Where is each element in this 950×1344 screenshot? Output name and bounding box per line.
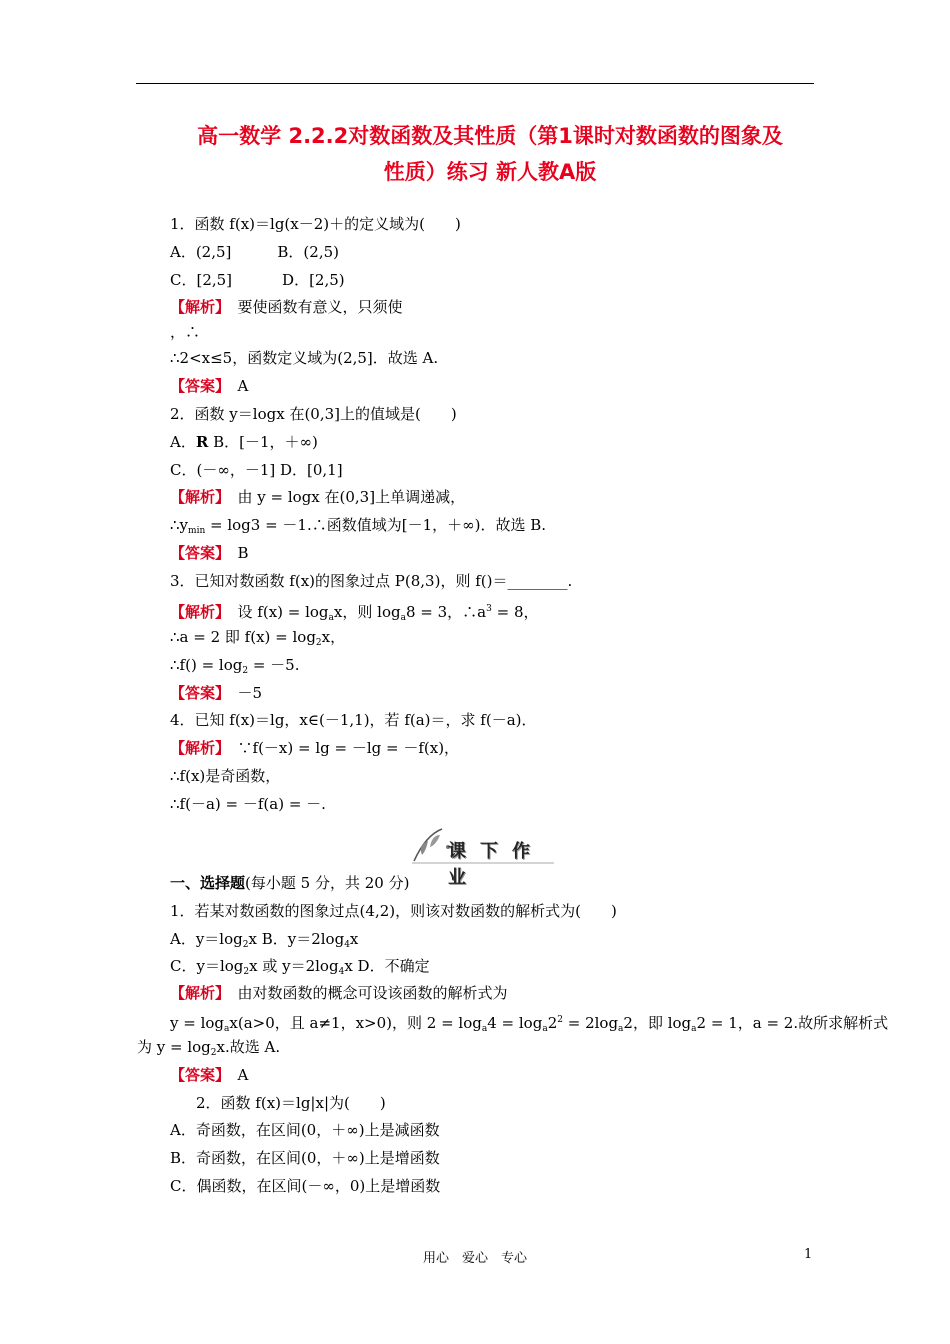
text-part: y = log: [170, 1014, 225, 1032]
q1-answer: [170, 376, 248, 396]
q1-option-b: B．(2,5): [277, 243, 339, 261]
subscript: a: [618, 1024, 624, 1034]
q1-analysis-line3: ∴2<x≤5，函数定义域为(2,5]．故选 A.: [170, 349, 439, 367]
banner-text: 课下作业: [448, 841, 544, 888]
subscript: 2: [315, 638, 322, 648]
text-part: = 2log: [562, 1014, 619, 1032]
subscript: min: [188, 526, 206, 536]
q3-stem: 3．已知对数函数 f(x)的图象过点 P(8,3)，则 f()＝________.: [170, 572, 573, 590]
text-part: x D．不确定: [344, 957, 430, 975]
s1-analysis-text: 由对数函数的概念可设该函数的解析式为: [222, 984, 508, 1002]
q1-options-cd: [170, 270, 345, 290]
text-part: 为 y = log: [137, 1038, 211, 1056]
q2-option-b: B．[－1，＋∞): [208, 433, 318, 451]
q2-answer-text: B: [222, 544, 249, 562]
section-heading-title: 一、选择题: [170, 874, 246, 892]
section-heading-note: (每小题 5 分，共 20 分): [245, 874, 410, 892]
superscript: 2: [557, 1015, 563, 1025]
q4-analysis-text: ∵f(－x) = lg = －lg = －f(x)，: [222, 739, 460, 757]
q1-answer-text: A: [222, 377, 249, 395]
section-heading: [170, 873, 409, 893]
q2-options-ab: [170, 432, 318, 452]
q4-analysis: [170, 738, 459, 758]
analysis-tag: 【解析】: [170, 488, 223, 506]
q3-analysis: [170, 599, 539, 628]
s2-option-a: A．奇函数，在区间(0，＋∞)上是减函数: [170, 1121, 440, 1139]
q2-analysis: [170, 487, 465, 507]
q4-analysis-line2: ∴f(x)是奇函数，: [170, 767, 281, 785]
s1-analysis-line3: [137, 1037, 280, 1063]
answer-tag: 【答案】: [170, 544, 223, 562]
text-part: ∴a = 2 即 f(x) = log: [170, 628, 316, 646]
q2-option-a-value: R: [195, 433, 209, 451]
subscript: 2: [243, 967, 250, 977]
q1-option-a: A．(2,5]: [170, 243, 232, 261]
text-part: x，则 log: [333, 603, 401, 621]
subscript: a: [328, 613, 334, 623]
text-part: C．y＝log: [170, 957, 244, 975]
q1-option-c: C．[2,5]: [170, 271, 233, 289]
subscript: a: [224, 1024, 230, 1034]
text-part: x.故选 A.: [216, 1038, 281, 1056]
s2-option-c: C．偶函数，在区间(－∞，0)上是增函数: [170, 1177, 441, 1195]
subscript: a: [542, 1024, 548, 1034]
text-part: = －5.: [248, 656, 300, 674]
text-part: x，: [321, 628, 346, 646]
subscript: 4: [344, 940, 350, 950]
q2-stem: 2．函数 y＝logx 在(0,3]上的值域是( ): [170, 405, 457, 423]
q2-analysis-line2: [170, 515, 546, 541]
answer-tag: 【答案】: [170, 377, 223, 395]
text-part: x 或 y＝2log: [249, 957, 339, 975]
q4-stem: 4．已知 f(x)＝lg，x∈(－1,1)，若 f(a)＝，求 f(－a)．: [170, 711, 537, 729]
s1-answer: [170, 1065, 248, 1085]
subscript: 2: [242, 666, 249, 676]
q3-answer: [170, 683, 262, 703]
text-part: 设 f(x) = log: [222, 603, 329, 621]
text-part: x(a>0，且 a≠1，x>0)，则 2 = log: [229, 1014, 482, 1032]
q3-answer-text: －5: [222, 684, 263, 702]
answer-tag: 【答案】: [170, 1066, 223, 1084]
s1-options-ab: [170, 929, 358, 955]
analysis-tag: 【解析】: [170, 298, 223, 316]
analysis-tag: 【解析】: [170, 739, 223, 757]
text-part: A．y＝log: [170, 930, 243, 948]
text-part: 8 = 3，∴a: [405, 603, 487, 621]
section-banner: [408, 825, 558, 888]
subscript: 2: [242, 940, 249, 950]
q2-answer: [170, 543, 249, 563]
q1-stem: 1．函数 f(x)＝lg(x－2)＋的定义域为( ): [170, 215, 461, 233]
page-footer: 用心 爱心 专心: [422, 1251, 527, 1266]
subscript: a: [691, 1024, 697, 1034]
subscript: a: [400, 613, 406, 623]
analysis-tag: 【解析】: [170, 984, 223, 1002]
q1-option-d: D．[2,5): [282, 271, 345, 289]
s2-option-b: B．奇函数，在区间(0，＋∞)上是增函数: [170, 1149, 440, 1167]
document-title: [150, 118, 830, 190]
text-part: 2 = 1，a = 2.故所求解析式: [696, 1014, 889, 1032]
subscript: 4: [338, 967, 345, 977]
answer-tag: 【答案】: [170, 684, 223, 702]
q1-analysis-line2: ，∴: [170, 323, 201, 341]
text-part: = log3 = －1.∴函数值域为[－1，＋∞)．故选 B.: [205, 516, 547, 534]
page-number: 1: [804, 1247, 813, 1262]
text-part: x B．y＝2log: [248, 930, 345, 948]
q2-option-a: A．: [170, 433, 196, 451]
q4-analysis-line3: ∴f(－a) = －f(a) = －.: [170, 795, 326, 813]
superscript: 3: [486, 604, 492, 614]
subscript: 2: [210, 1048, 217, 1058]
title-line-2: 性质）练习 新人教A版: [383, 160, 597, 184]
s1-stem: 1．若某对数函数的图象过点(4,2)，则该对数函数的解析式为( ): [170, 902, 617, 920]
q1-options-ab: [170, 242, 339, 262]
header-rule: [136, 83, 814, 84]
q3-analysis-line2: [170, 627, 345, 653]
q1-analysis: [170, 297, 403, 317]
q2-analysis-text: 由 y = logx 在(0,3]上单调递减，: [222, 488, 466, 506]
s2-stem: 2．函数 f(x)＝lg|x|为( ): [196, 1094, 386, 1112]
text-part: 4 = log: [487, 1014, 543, 1032]
q1-analysis-text: 要使函数有意义，只须使: [222, 298, 403, 316]
subscript: a: [481, 1024, 488, 1034]
q2-options-cd: C．(－∞，－1] D．[0,1]: [170, 461, 343, 479]
s1-analysis-line2: [170, 1010, 888, 1039]
text-part: ∴f() = log: [170, 656, 243, 674]
title-line-1: 高一数学 2.2.2对数函数及其性质（第1课时对数函数的图象及: [197, 124, 783, 148]
q3-analysis-line3: [170, 655, 300, 681]
text-part: ∴y: [170, 516, 189, 534]
s1-options-cd: [170, 956, 430, 982]
s1-answer-text: A: [222, 1066, 249, 1084]
text-part: 2: [547, 1014, 558, 1032]
analysis-tag: 【解析】: [170, 603, 223, 621]
text-part: = 8，: [491, 603, 539, 621]
s1-analysis: [170, 983, 508, 1003]
text-part: 2，即 log: [623, 1014, 692, 1032]
text-part: x: [349, 930, 359, 948]
